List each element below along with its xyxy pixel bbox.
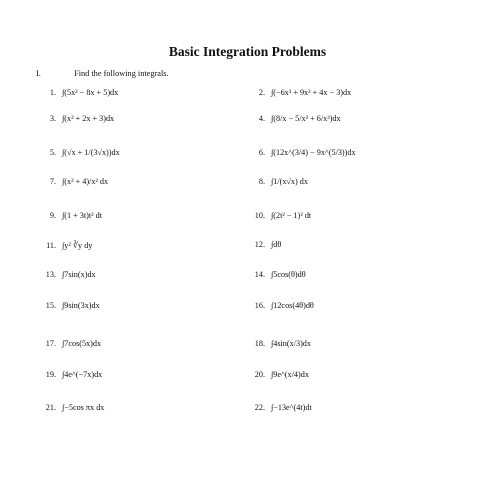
problem-expression: ∫(5x² − 8x + 5)dx xyxy=(62,88,119,97)
problem-expression: ∫−13e^(4t)dt xyxy=(271,403,312,412)
problem-number: 13. xyxy=(45,270,56,279)
problem-number: 15. xyxy=(45,301,56,310)
problem-item xyxy=(245,88,351,97)
problem-item xyxy=(36,88,118,97)
problem-number: 21. xyxy=(45,403,56,412)
problem-expression: ∫(x² + 4)/x² dx xyxy=(62,177,109,186)
problem-item xyxy=(245,240,281,249)
problem-expression: ∫y² ∛y dy xyxy=(62,241,93,250)
problem-item xyxy=(245,148,356,157)
problem-expression: ∫5cos(θ)dθ xyxy=(271,270,306,279)
page-title: Basic Integration Problems xyxy=(168,44,327,59)
problem-expression: ∫(2t² − 1)² dt xyxy=(271,211,312,220)
problem-item xyxy=(36,114,114,123)
problem-item xyxy=(36,339,101,348)
problem-number: 8. xyxy=(258,177,265,186)
problem-item xyxy=(245,211,311,220)
problem-expression: ∫dθ xyxy=(271,240,282,249)
problem-expression: ∫7sin(x)dx xyxy=(62,270,96,279)
problem-number: 22. xyxy=(254,403,265,412)
problem-expression: ∫(8/x − 5/x² + 6/x³)dx xyxy=(271,114,341,123)
problem-item xyxy=(245,339,311,348)
problem-expression: ∫4sin(x/3)dx xyxy=(271,339,311,348)
problem-item xyxy=(36,148,120,157)
problem-expression: ∫(x² + 2x + 3)dx xyxy=(62,114,115,123)
problem-expression: ∫12cos(4θ)dθ xyxy=(271,301,314,310)
problem-number: 10. xyxy=(254,211,265,220)
problem-number: 18. xyxy=(254,339,265,348)
section-numeral: I. xyxy=(36,69,41,78)
problem-number: 6. xyxy=(258,148,265,157)
problem-item xyxy=(245,403,312,412)
problem-number: 16. xyxy=(254,301,265,310)
problem-item xyxy=(245,370,309,379)
problem-number: 20. xyxy=(254,370,265,379)
problem-number: 2. xyxy=(258,88,265,97)
problem-number: 4. xyxy=(258,114,265,123)
problem-item xyxy=(245,177,308,186)
problem-expression: ∫(12x^(3/4) − 9x^(5/3))dx xyxy=(271,148,356,157)
problem-expression: ∫−5cos πx dx xyxy=(62,403,105,412)
section-instruction: Find the following integrals. xyxy=(74,69,169,78)
problem-expression: ∫(√x + 1/(3√x))dx xyxy=(62,148,120,157)
problem-expression: ∫9sin(3x)dx xyxy=(62,301,100,310)
problem-number: 1. xyxy=(49,88,56,97)
problem-expression: ∫(1 + 3t)t² dt xyxy=(62,211,103,220)
problem-expression: ∫7cos(5x)dx xyxy=(62,339,102,348)
problem-item xyxy=(245,301,314,310)
problem-item xyxy=(36,270,96,279)
problem-item xyxy=(245,114,341,123)
problem-item xyxy=(36,240,92,250)
problem-item xyxy=(36,370,102,379)
problem-item xyxy=(36,211,102,220)
problem-expression: ∫(−6x³ + 9x² + 4x − 3)dx xyxy=(271,88,352,97)
problem-item xyxy=(36,301,100,310)
problem-number: 9. xyxy=(49,211,56,220)
problem-number: 11. xyxy=(46,240,56,250)
problem-number: 5. xyxy=(49,148,56,157)
problem-expression: ∫4e^(−7x)dx xyxy=(62,370,103,379)
problem-expression: ∫1/(x√x) dx xyxy=(271,177,308,186)
problem-item xyxy=(36,177,108,186)
problem-item xyxy=(245,270,306,279)
problem-expression: ∫9e^(x/4)dx xyxy=(271,370,309,379)
problem-number: 3. xyxy=(49,114,56,123)
problem-item xyxy=(36,403,104,412)
problem-number: 12. xyxy=(254,240,265,249)
problem-number: 19. xyxy=(45,370,56,379)
problem-number: 14. xyxy=(254,270,265,279)
problem-number: 7. xyxy=(49,177,56,186)
problem-number: 17. xyxy=(45,339,56,348)
